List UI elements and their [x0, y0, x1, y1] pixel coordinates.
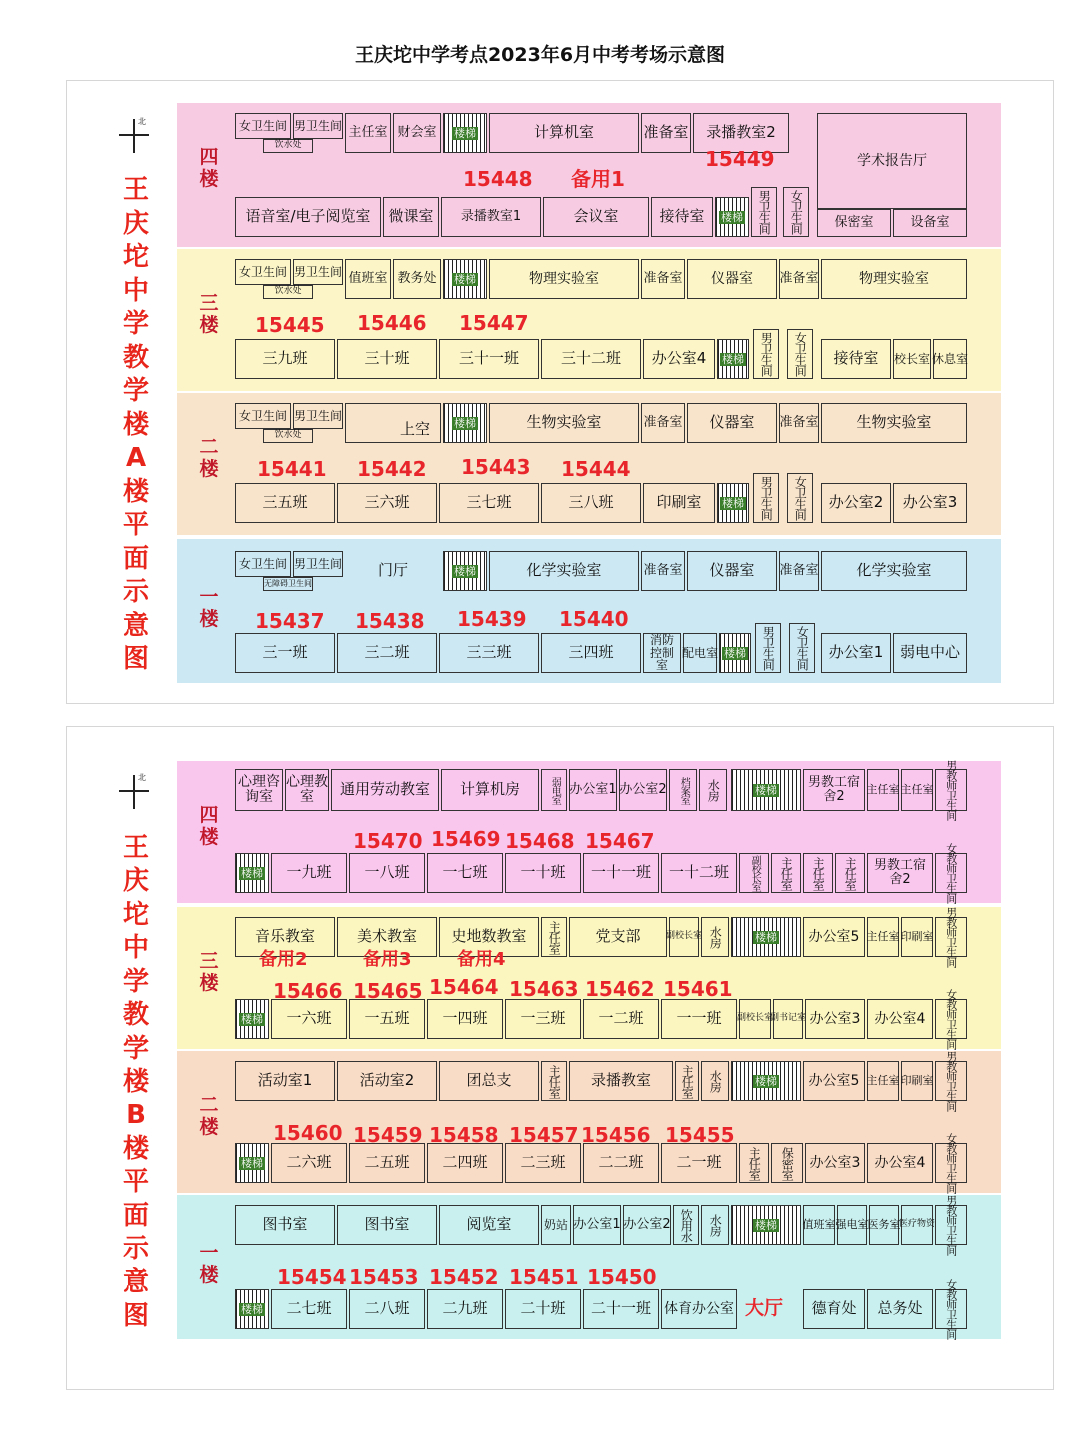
room: 饮水处	[263, 285, 313, 299]
room: 女卫生间	[235, 113, 291, 139]
floor-label: 一 楼	[199, 1242, 219, 1286]
room: 奶站	[541, 1205, 571, 1245]
stair-icon: 楼梯	[443, 113, 487, 153]
b-floor-4	[177, 761, 1001, 903]
room: 副校长室	[739, 999, 771, 1039]
title-char: 中	[122, 275, 149, 306]
room: 女教师卫生间	[935, 1143, 967, 1183]
title-char: 平	[122, 510, 149, 540]
room: 一六班	[271, 999, 347, 1039]
stair-icon: 楼梯	[717, 483, 749, 523]
exam-room-code: 15467	[585, 829, 655, 853]
room: 准备室	[779, 551, 819, 591]
room: 女卫生间	[787, 329, 813, 379]
room: 男教工宿舍2	[867, 853, 933, 893]
room: 主任室	[835, 853, 865, 893]
room: 史地数教室	[439, 917, 539, 957]
exam-room-code: 15438	[355, 609, 425, 633]
room: 二二班	[583, 1143, 659, 1183]
title-char: 坨	[122, 242, 149, 272]
room: 活动室2	[337, 1061, 437, 1101]
room: 二六班	[271, 1143, 347, 1183]
room: 主任室	[771, 853, 801, 893]
room: 女卫生间	[235, 403, 291, 429]
room: 医疗物资	[901, 1205, 933, 1245]
room: 二七班	[271, 1289, 347, 1329]
room: 办公室2	[619, 769, 667, 811]
b-floor-3	[177, 907, 1001, 1049]
room: 女教师卫生间	[935, 999, 967, 1039]
room: 男卫生间	[293, 403, 343, 429]
room: 二八班	[349, 1289, 425, 1329]
room: 会议室	[543, 197, 649, 237]
room: 男卫生间	[293, 259, 343, 285]
room: 消防控制室	[643, 633, 681, 673]
page-title: 王庆坨中学考点2023年6月中考考场示意图	[354, 44, 726, 66]
title-char: 王	[122, 175, 149, 205]
room: 保密室	[771, 1143, 803, 1183]
room: 图书室	[235, 1205, 335, 1245]
floor-label: 四 楼	[199, 804, 219, 848]
room: 财会室	[393, 113, 441, 153]
room: 水房	[701, 1205, 729, 1245]
room: 主任室	[867, 769, 899, 811]
title-char: B	[126, 1100, 146, 1131]
exam-room-code: 15448	[463, 167, 533, 191]
room: 三二班	[337, 633, 437, 673]
room: 三十二班	[541, 339, 641, 379]
room: 男卫生间	[753, 329, 779, 379]
room: 一十二班	[661, 853, 737, 893]
room: 办公室5	[803, 1061, 865, 1101]
title-char: 王	[122, 833, 149, 863]
title-char: 庆	[122, 208, 149, 239]
stair-icon: 楼梯	[235, 1143, 269, 1183]
title-char: 示	[122, 1234, 149, 1265]
title-char: 楼	[122, 409, 149, 440]
room: 二九班	[427, 1289, 503, 1329]
room: 办公室4	[643, 339, 715, 379]
exam-room-code: 15444	[561, 457, 631, 481]
room: 设备室	[893, 209, 967, 237]
room: 二十班	[505, 1289, 581, 1329]
title-char: A	[125, 443, 147, 473]
room: 办公室4	[867, 1143, 933, 1183]
room: 一十一班	[583, 853, 659, 893]
room: 男卫生间	[293, 551, 343, 577]
room: 心理咨询室	[235, 769, 283, 811]
room: 计算机室	[489, 113, 639, 153]
room: 水房	[699, 769, 727, 811]
stair-icon: 楼梯	[731, 769, 801, 811]
floor-label: 四 楼	[199, 146, 219, 190]
stair-icon: 楼梯	[731, 917, 801, 957]
room: 办公室1	[569, 769, 617, 811]
room: 仪器室	[687, 403, 777, 443]
room: 副书记室	[773, 999, 803, 1039]
title-char: 教	[122, 1000, 149, 1031]
building-b-title	[121, 835, 151, 1329]
exam-room-code: 15437	[255, 609, 325, 633]
room: 二四班	[427, 1143, 503, 1183]
stair-icon: 楼梯	[235, 853, 269, 893]
exam-room-code: 15469	[431, 827, 501, 851]
room: 办公室2	[623, 1205, 671, 1245]
b-floor-2	[177, 1051, 1001, 1193]
room: 三四班	[541, 633, 641, 673]
a-floor-4	[177, 103, 1001, 247]
room: 仪器室	[687, 551, 777, 591]
room: 水房	[701, 1061, 729, 1101]
room: 二十一班	[583, 1289, 659, 1329]
a-floor-3	[177, 249, 1001, 391]
exam-room-code: 15461	[663, 977, 733, 1001]
room: 办公室3	[805, 999, 865, 1039]
title-char: 图	[122, 644, 149, 674]
exam-room-code: 15439	[457, 607, 527, 631]
room: 副校长室	[669, 917, 699, 957]
room: 图书室	[337, 1205, 437, 1245]
room: 饮用水	[673, 1205, 699, 1245]
room: 男卫生间	[293, 113, 343, 139]
room: 录播教室1	[441, 197, 541, 237]
exam-room-code: 15470	[353, 829, 423, 853]
room: 主任室	[803, 853, 833, 893]
exam-room-code: 15468	[505, 829, 575, 853]
room: 音乐教室	[235, 917, 335, 957]
room: 准备室	[641, 259, 685, 299]
room: 饮水处	[263, 429, 313, 443]
room: 办公室2	[821, 483, 891, 523]
room: 女卫生间	[789, 623, 815, 673]
room: 男卫生间	[755, 623, 781, 673]
room: 总务处	[867, 1289, 933, 1329]
room: 无障碍卫生间	[263, 577, 313, 591]
room: 休息室	[933, 339, 967, 379]
room: 学术报告厅	[817, 113, 967, 209]
room: 女教师卫生间	[935, 1289, 967, 1329]
room: 三六班	[337, 483, 437, 523]
room: 阅览室	[439, 1205, 539, 1245]
building-a-title	[121, 177, 151, 672]
room: 男教工宿舍2	[803, 769, 865, 811]
room: 女卫生间	[235, 551, 291, 577]
room: 一二班	[583, 999, 659, 1039]
exam-room-code: 15460	[273, 1121, 343, 1145]
exam-room-code: 15440	[559, 607, 629, 631]
room: 教务处	[393, 259, 441, 299]
room: 值班室	[803, 1205, 835, 1245]
title-char: 图	[122, 1300, 149, 1331]
room: 准备室	[779, 403, 819, 443]
room: 饮水处	[263, 139, 313, 153]
room: 女教师卫生间	[935, 853, 967, 893]
room: 一四班	[427, 999, 503, 1039]
room: 二一班	[661, 1143, 737, 1183]
room: 二五班	[349, 1143, 425, 1183]
room: 女卫生间	[787, 473, 813, 523]
room: 值班室	[345, 259, 391, 299]
exam-room-code: 15464	[429, 975, 499, 999]
exam-room-code: 15446	[357, 311, 427, 335]
exam-room-code: 15442	[357, 457, 427, 481]
room: 团总支	[439, 1061, 539, 1101]
exam-room-code: 15462	[585, 977, 655, 1001]
room: 化学实验室	[489, 551, 639, 591]
title-char: 学	[122, 309, 149, 339]
room: 水房	[701, 917, 729, 957]
stair-icon: 楼梯	[731, 1205, 801, 1245]
room: 美术教室	[337, 917, 437, 957]
title-char: 教	[122, 342, 149, 373]
room: 副校长室	[739, 853, 769, 893]
exam-room-code: 备用1	[571, 167, 625, 191]
room: 三一班	[235, 633, 335, 673]
floor-label: 二 楼	[199, 436, 219, 480]
room: 配电室	[683, 633, 717, 673]
room: 上空	[345, 403, 441, 443]
room: 主任室	[541, 917, 567, 957]
room: 物理实验室	[489, 259, 639, 299]
exam-room-code: 15466	[273, 979, 343, 1003]
room: 主任室	[675, 1061, 699, 1101]
room: 主任室	[541, 1061, 567, 1101]
room: 主任室	[739, 1143, 769, 1183]
exam-room-code: 15451	[509, 1265, 579, 1289]
title-char: 平	[122, 1167, 149, 1198]
room: 接待室	[651, 197, 713, 237]
room: 女卫生间	[783, 187, 809, 237]
room: 主任室	[901, 769, 933, 811]
exam-room-code: 15457	[509, 1123, 579, 1147]
exam-room-code: 15463	[509, 977, 579, 1001]
room: 一九班	[271, 853, 347, 893]
title-char: 坨	[122, 899, 149, 930]
stair-icon: 楼梯	[717, 339, 749, 379]
exam-room-code: 15458	[429, 1123, 499, 1147]
title-char: 楼	[122, 476, 149, 507]
room: 心理教室	[285, 769, 329, 811]
room: 办公室3	[805, 1143, 865, 1183]
exam-room-code: 15453	[349, 1265, 419, 1289]
room: 门厅	[377, 561, 408, 580]
stair-icon: 楼梯	[715, 197, 749, 237]
room: 德育处	[803, 1289, 865, 1329]
room: 弱电中心	[893, 633, 967, 673]
stair-icon: 楼梯	[731, 1061, 801, 1101]
room: 印刷室	[901, 917, 933, 957]
room: 一八班	[349, 853, 425, 893]
stair-icon: 楼梯	[235, 999, 269, 1039]
room: 通用劳动教室	[331, 769, 439, 811]
room: 党支部	[569, 917, 667, 957]
room: 校长室	[893, 339, 931, 379]
room: 三五班	[235, 483, 335, 523]
exam-room-spare: 备用4	[457, 949, 506, 970]
stair-icon: 楼梯	[443, 403, 487, 443]
room: 档案室	[669, 769, 697, 811]
room: 办公室1	[821, 633, 891, 673]
room: 强电室	[837, 1205, 867, 1245]
room: 三十班	[337, 339, 437, 379]
exam-room-code: 15455	[665, 1123, 735, 1147]
room: 男卫生间	[753, 473, 779, 523]
room: 准备室	[641, 403, 685, 443]
title-char: 学	[122, 1033, 149, 1064]
exam-room-spare: 备用3	[363, 949, 412, 970]
room: 一七班	[427, 853, 503, 893]
room: 计算机房	[441, 769, 539, 811]
main-hall-label: 大厅	[745, 1297, 784, 1319]
room: 二三班	[505, 1143, 581, 1183]
room: 生物实验室	[489, 403, 639, 443]
room: 男教师卫生间	[935, 1061, 967, 1101]
exam-room-code: 15459	[353, 1123, 423, 1147]
title-char: 中	[122, 933, 149, 964]
title-char: 楼	[122, 1133, 149, 1164]
title-char: 庆	[122, 866, 149, 897]
room: 办公室5	[803, 917, 865, 957]
room: 男教师卫生间	[935, 1205, 967, 1245]
room: 男教师卫生间	[935, 769, 967, 811]
exam-room-code: 15452	[429, 1265, 499, 1289]
exam-room-code: 15445	[255, 313, 325, 337]
room: 医务室	[869, 1205, 899, 1245]
room: 男卫生间	[751, 187, 777, 237]
room: 主任室	[345, 113, 391, 153]
stair-icon: 楼梯	[719, 633, 751, 673]
room: 生物实验室	[821, 403, 967, 443]
title-char: 面	[122, 1200, 149, 1231]
floor-label: 一 楼	[199, 586, 219, 630]
room: 三七班	[439, 483, 539, 523]
stair-icon: 楼梯	[443, 259, 487, 299]
exam-room-code: 15456	[581, 1123, 651, 1147]
building-b-panel	[66, 726, 1054, 1390]
room: 接待室	[821, 339, 891, 379]
exam-room-code: 15465	[353, 979, 423, 1003]
floor-label: 三 楼	[199, 950, 219, 994]
stair-icon: 楼梯	[443, 551, 487, 591]
room: 男教师卫生间	[935, 917, 967, 957]
room: 办公室3	[893, 483, 967, 523]
exam-room-code: 15449	[705, 147, 775, 171]
room: 录播教室2	[693, 113, 789, 153]
b-floor-1	[177, 1195, 1001, 1339]
room: 印刷室	[901, 1061, 933, 1101]
title-char: 意	[122, 610, 149, 641]
title-char: 示	[122, 577, 149, 607]
room: 化学实验室	[821, 551, 967, 591]
room: 语音室/电子阅览室	[235, 197, 381, 237]
exam-room-code: 15454	[277, 1265, 347, 1289]
room: 三三班	[439, 633, 539, 673]
floor-label: 三 楼	[199, 292, 219, 336]
compass-icon: 北	[119, 119, 149, 153]
exam-room-code: 15447	[459, 311, 529, 335]
exam-room-code: 15441	[257, 457, 327, 481]
room: 准备室	[641, 113, 691, 153]
room: 录播教室	[569, 1061, 673, 1101]
room: 仪器室	[687, 259, 777, 299]
building-a-panel	[66, 80, 1054, 704]
a-floor-2	[177, 393, 1001, 535]
title-char: 楼	[122, 1066, 149, 1097]
room: 活动室1	[235, 1061, 335, 1101]
room: 准备室	[779, 259, 819, 299]
stair-icon: 楼梯	[235, 1289, 269, 1329]
room: 保密室	[817, 209, 891, 237]
room: 办公室4	[867, 999, 933, 1039]
exam-room-code: 15443	[461, 455, 531, 479]
room: 一三班	[505, 999, 581, 1039]
room: 一五班	[349, 999, 425, 1039]
title-char: 面	[122, 543, 149, 574]
exam-room-code: 15450	[587, 1265, 657, 1289]
room: 女卫生间	[235, 259, 291, 285]
a-floor-1	[177, 539, 1001, 683]
room: 物理实验室	[821, 259, 967, 299]
title-char: 意	[122, 1267, 149, 1298]
title-char: 学	[122, 966, 149, 997]
room: 准备室	[641, 551, 685, 591]
floor-label: 二 楼	[199, 1094, 219, 1138]
room: 一十班	[505, 853, 581, 893]
room: 体育办公室	[661, 1289, 737, 1329]
room: 主任室	[867, 917, 899, 957]
room: 三九班	[235, 339, 335, 379]
room: 三八班	[541, 483, 641, 523]
room: 主任室	[867, 1061, 899, 1101]
room: 微课室	[383, 197, 439, 237]
exam-room-spare: 备用2	[259, 949, 308, 970]
compass-icon: 北	[119, 775, 149, 809]
room: 办公室1	[573, 1205, 621, 1245]
room: 一一班	[661, 999, 737, 1039]
room: 印刷室	[643, 483, 715, 523]
room: 三十一班	[439, 339, 539, 379]
room: 弱电室	[541, 769, 567, 811]
title-char: 学	[122, 376, 149, 406]
